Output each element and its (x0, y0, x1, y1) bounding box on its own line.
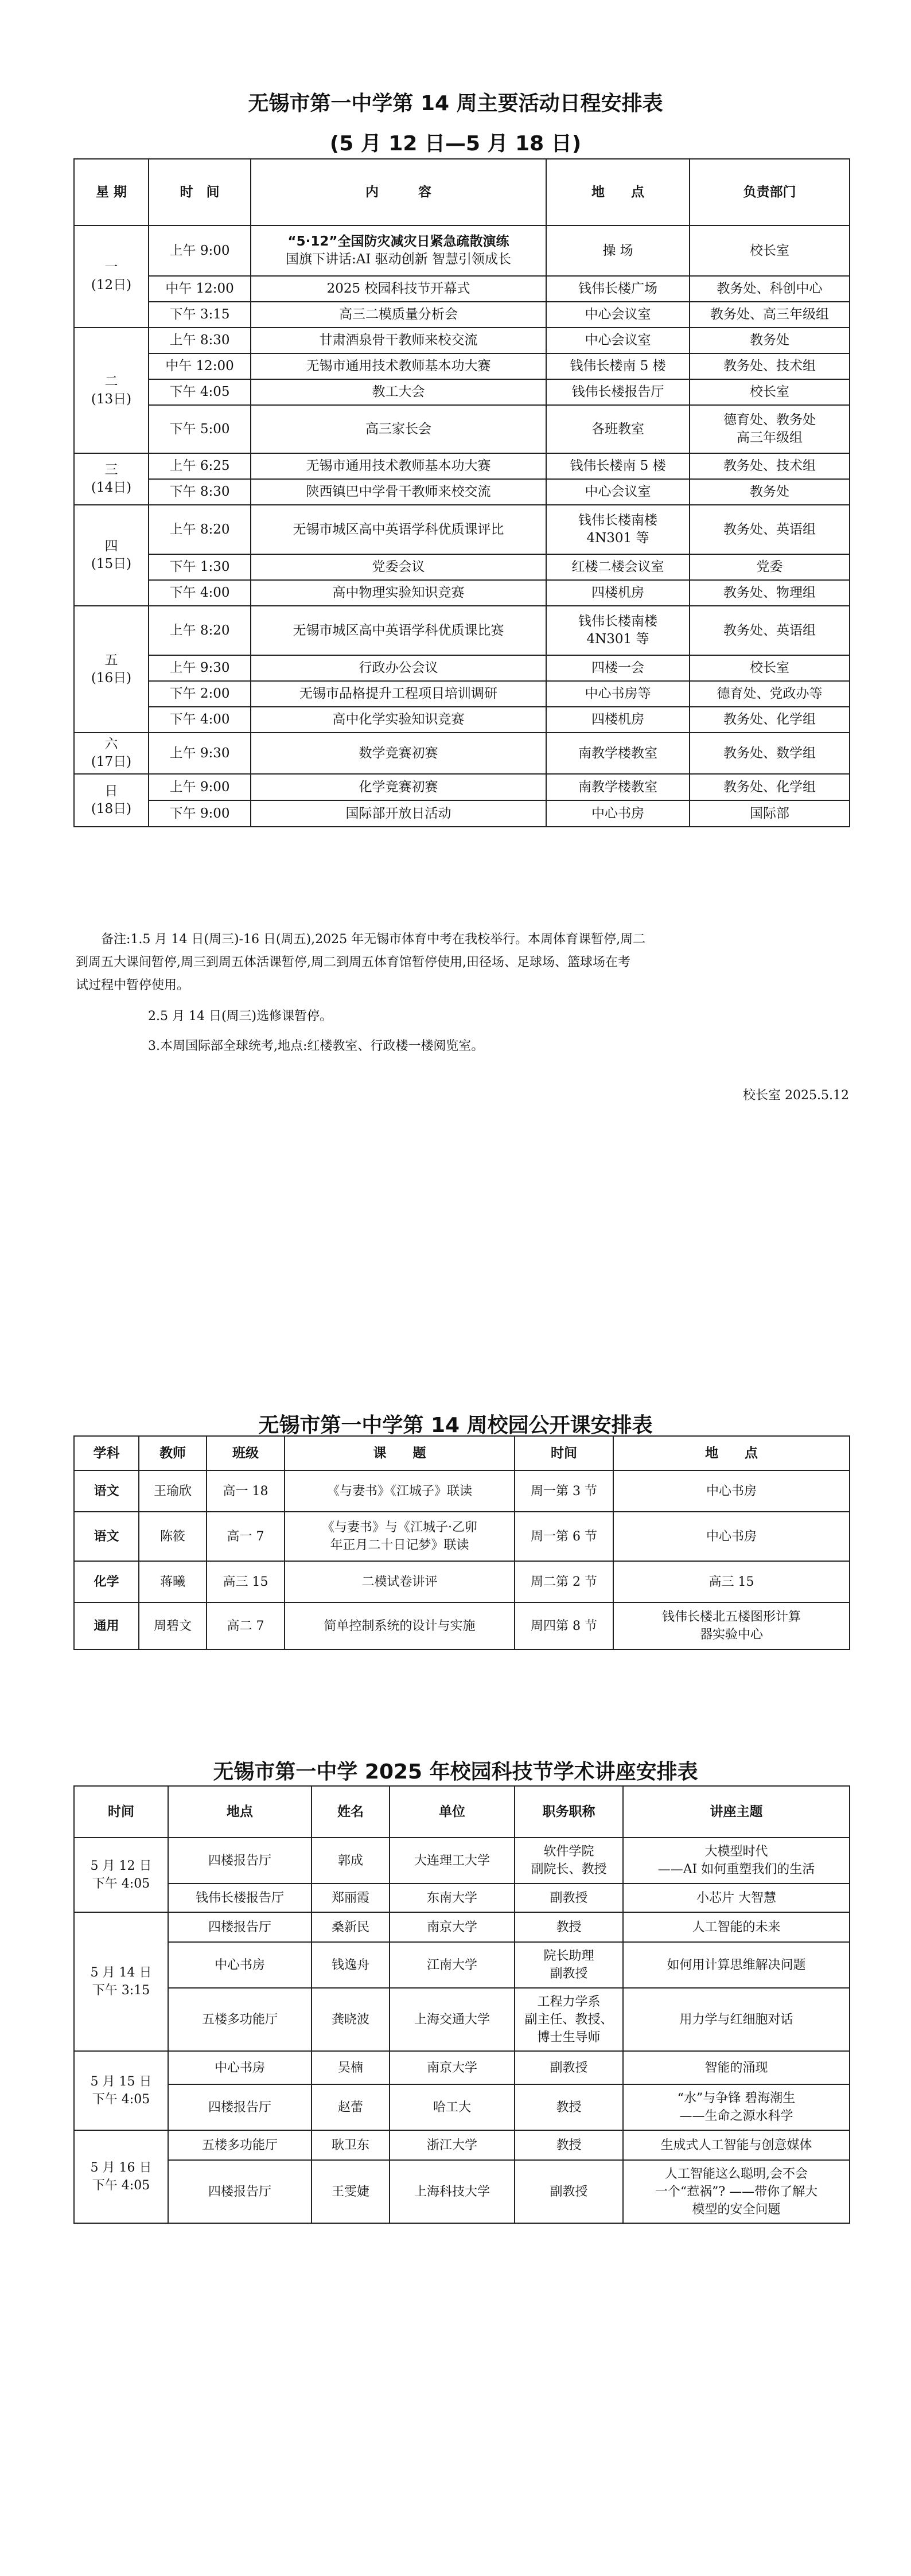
date-cell: 5 月 15 日 下午 4:05 (74, 2051, 168, 2130)
unit-cell: 哈工大 (390, 2084, 515, 2130)
topic-cell: 《与妻书》《江城子》联读 (285, 1470, 515, 1512)
content-cell: 党委会议 (251, 554, 546, 580)
header-place: 地 点 (546, 159, 690, 225)
dept-cell: 德育处、党政办等 (690, 681, 850, 707)
place-cell: 四楼报告厅 (168, 1838, 312, 1884)
place-cell: 红楼二楼会议室 (546, 554, 690, 580)
table-row (74, 379, 850, 405)
topic-cell: 二模试卷讲评 (285, 1561, 515, 1602)
note-1-cont2: 试过程中暂停使用。 (76, 978, 190, 993)
place-cell: 操 场 (546, 225, 690, 276)
table-row (74, 479, 850, 505)
unit-cell: 上海科技大学 (390, 2160, 515, 2223)
title-cell: 副教授 (515, 1884, 623, 1912)
place-cell: 南教学楼教室 (546, 733, 690, 774)
header-name: 姓名 (312, 1786, 390, 1838)
table-row (74, 302, 850, 328)
place-cell: 四楼机房 (546, 707, 690, 733)
table-row (74, 225, 850, 276)
table-row (74, 1988, 850, 2051)
header-place: 地点 (168, 1786, 312, 1838)
time-cell: 周一第 3 节 (515, 1470, 613, 1512)
content-cell: 教工大会 (251, 379, 546, 405)
time-cell: 上午 9:30 (149, 733, 251, 774)
class-cell: 高一 7 (207, 1512, 285, 1561)
day-cell: 四 (15日) (74, 505, 149, 606)
table-row (74, 800, 850, 827)
day-cell: 日 (18日) (74, 774, 149, 827)
time-cell: 上午 8:20 (149, 606, 251, 655)
name-cell: 耿卫东 (312, 2130, 390, 2160)
note-3: 3.本周国际部全球统考,地点:红楼教室、行政楼一楼阅览室。 (148, 1039, 484, 1053)
schedule-title: 无锡市第一中学第 14 周主要活动日程安排表 (248, 92, 663, 115)
openclass-title: 无锡市第一中学第 14 周校园公开课安排表 (258, 1414, 653, 1437)
schedule-signature: 校长室 2025.5.12 (743, 1088, 849, 1103)
time-cell: 上午 9:00 (149, 774, 251, 800)
topic-cell: 如何用计算思维解决问题 (623, 1942, 850, 1988)
date-cell: 5 月 12 日 下午 4:05 (74, 1838, 168, 1912)
dept-cell: 教务处、化学组 (690, 774, 850, 800)
time-cell: 下午 4:05 (149, 379, 251, 405)
place-cell: 中心书房 (168, 2051, 312, 2084)
name-cell: 王雯婕 (312, 2160, 390, 2223)
topic-cell: 人工智能这么聪明,会不会 一个“惹祸”? ——带你了解大 模型的安全问题 (623, 2160, 850, 2223)
note-1-cont: 到周五大课间暂停,周三到周五体活课暂停,周二到周五体育馆暂停使用,田径场、足球场、篮球场在考 (76, 955, 630, 970)
topic-cell: 生成式人工智能与创意媒体 (623, 2130, 850, 2160)
place-cell: 四楼一会 (546, 655, 690, 681)
title-cell: 软件学院 副院长、教授 (515, 1838, 623, 1884)
place-cell: 四楼机房 (546, 580, 690, 606)
place-cell: 中心书房 (613, 1512, 850, 1561)
place-cell: 中心会议室 (546, 479, 690, 505)
topic-cell: 人工智能的未来 (623, 1912, 850, 1942)
place-cell: 钱伟长楼广场 (546, 276, 690, 302)
dept-cell: 教务处 (690, 328, 850, 353)
table-row (74, 2084, 850, 2130)
header-time: 时 间 (149, 159, 251, 225)
name-cell: 钱逸舟 (312, 1942, 390, 1988)
teacher-cell: 蒋曦 (139, 1561, 207, 1602)
title-cell: 副教授 (515, 2051, 623, 2084)
name-cell: 龚晓波 (312, 1988, 390, 2051)
unit-cell: 浙江大学 (390, 2130, 515, 2160)
topic-cell: 用力学与红细胞对话 (623, 1988, 850, 2051)
place-cell: 四楼报告厅 (168, 2084, 312, 2130)
time-cell: 下午 3:15 (149, 302, 251, 328)
content-cell: 高三二模质量分析会 (251, 302, 546, 328)
name-cell: 赵蕾 (312, 2084, 390, 2130)
content-cell: 国际部开放日活动 (251, 800, 546, 827)
place-cell: 各班教室 (546, 405, 690, 453)
content-cell: 无锡市通用技术教师基本功大赛 (251, 353, 546, 379)
place-cell: 钱伟长楼北五楼图形计算 器实验中心 (613, 1602, 850, 1649)
table-row (74, 1838, 850, 1884)
teacher-cell: 陈筱 (139, 1512, 207, 1561)
content-cell: 无锡市城区高中英语学科优质课评比 (251, 505, 546, 554)
dept-cell: 教务处、英语组 (690, 606, 850, 655)
schedule-table (73, 158, 850, 827)
place-cell: 钱伟长楼南 5 楼 (546, 353, 690, 379)
content-cell: “5·12”全国防灾减灾日紧急疏散演练 国旗下讲话:AI 驱动创新 智慧引领成长 (251, 225, 546, 276)
table-row (74, 453, 850, 479)
day-cell: 六 (17日) (74, 733, 149, 774)
time-cell: 下午 1:30 (149, 554, 251, 580)
header-time: 时间 (74, 1786, 168, 1838)
time-cell: 下午 5:00 (149, 405, 251, 453)
content-cell: 无锡市通用技术教师基本功大赛 (251, 453, 546, 479)
time-cell: 中午 12:00 (149, 353, 251, 379)
table-row (74, 353, 850, 379)
dept-cell: 德育处、教务处 高三年级组 (690, 405, 850, 453)
place-cell: 五楼多功能厅 (168, 1988, 312, 2051)
time-cell: 周四第 8 节 (515, 1602, 613, 1649)
place-cell: 四楼报告厅 (168, 2160, 312, 2223)
unit-cell: 东南大学 (390, 1884, 515, 1912)
note-2: 2.5 月 14 日(周三)选修课暂停。 (148, 1009, 333, 1024)
date-cell: 5 月 14 日 下午 3:15 (74, 1912, 168, 2051)
time-cell: 下午 4:00 (149, 707, 251, 733)
header-class: 班级 (207, 1436, 285, 1470)
day-cell: 三 (14日) (74, 453, 149, 505)
place-cell: 钱伟长楼南楼 4N301 等 (546, 606, 690, 655)
name-cell: 桑新民 (312, 1912, 390, 1942)
time-cell: 中午 12:00 (149, 276, 251, 302)
place-cell: 钱伟长楼南 5 楼 (546, 453, 690, 479)
time-cell: 上午 8:20 (149, 505, 251, 554)
place-cell: 高三 15 (613, 1561, 850, 1602)
name-cell: 郑丽霞 (312, 1884, 390, 1912)
header-topic: 课 题 (285, 1436, 515, 1470)
dept-cell: 教务处、科创中心 (690, 276, 850, 302)
dept-cell: 教务处、高三年级组 (690, 302, 850, 328)
place-cell: 中心书房 (613, 1470, 850, 1512)
content-cell: 化学竞赛初赛 (251, 774, 546, 800)
unit-cell: 南京大学 (390, 2051, 515, 2084)
dept-cell: 党委 (690, 554, 850, 580)
time-cell: 周一第 6 节 (515, 1512, 613, 1561)
content-cell: 无锡市品格提升工程项目培训调研 (251, 681, 546, 707)
table-row (74, 681, 850, 707)
time-cell: 下午 4:00 (149, 580, 251, 606)
title-cell: 工程力学系 副主任、教授、 博士生导师 (515, 1988, 623, 2051)
content-cell: 行政办公会议 (251, 655, 546, 681)
table-row (74, 2130, 850, 2160)
unit-cell: 大连理工大学 (390, 1838, 515, 1884)
topic-cell: 小芯片 大智慧 (623, 1884, 850, 1912)
place-cell: 中心会议室 (546, 328, 690, 353)
unit-cell: 南京大学 (390, 1912, 515, 1942)
topic-cell: 大模型时代 ——AI 如何重塑我们的生活 (623, 1838, 850, 1884)
table-row (74, 1561, 850, 1602)
dept-cell: 教务处、技术组 (690, 353, 850, 379)
unit-cell: 江南大学 (390, 1942, 515, 1988)
title-cell: 教授 (515, 2084, 623, 2130)
schedule-subtitle: (5 月 12 日—5 月 18 日) (329, 132, 582, 155)
openclass-header-row (74, 1436, 850, 1470)
table-row (74, 1512, 850, 1561)
teacher-cell: 周碧文 (139, 1602, 207, 1649)
time-cell: 上午 8:30 (149, 328, 251, 353)
header-subject: 学科 (74, 1436, 139, 1470)
header-day: 星 期 (74, 159, 149, 225)
class-cell: 高二 7 (207, 1602, 285, 1649)
dept-cell: 教务处 (690, 479, 850, 505)
table-row (74, 2051, 850, 2084)
date-cell: 5 月 16 日 下午 4:05 (74, 2130, 168, 2223)
subject-cell: 语文 (74, 1512, 139, 1561)
content-cell: 2025 校园科技节开幕式 (251, 276, 546, 302)
dept-cell: 校长室 (690, 655, 850, 681)
class-cell: 高一 18 (207, 1470, 285, 1512)
name-cell: 郭成 (312, 1838, 390, 1884)
content-cell: 无锡市城区高中英语学科优质课比赛 (251, 606, 546, 655)
title-cell: 副教授 (515, 2160, 623, 2223)
table-row (74, 606, 850, 655)
dept-cell: 校长室 (690, 379, 850, 405)
topic-cell: 《与妻书》与《江城子·乙卯 年正月二十日记梦》联读 (285, 1512, 515, 1561)
header-unit: 单位 (390, 1786, 515, 1838)
place-cell: 五楼多功能厅 (168, 2130, 312, 2160)
header-time: 时间 (515, 1436, 613, 1470)
place-cell: 中心会议室 (546, 302, 690, 328)
class-cell: 高三 15 (207, 1561, 285, 1602)
content-cell: 甘肃酒泉骨干教师来校交流 (251, 328, 546, 353)
table-row (74, 1942, 850, 1988)
lectures-title: 无锡市第一中学 2025 年校园科技节学术讲座安排表 (213, 1760, 698, 1784)
table-row (74, 1470, 850, 1512)
day-cell: 一 (12日) (74, 225, 149, 328)
subject-cell: 语文 (74, 1470, 139, 1512)
subject-cell: 化学 (74, 1561, 139, 1602)
table-row (74, 707, 850, 733)
place-cell: 钱伟长楼南楼 4N301 等 (546, 505, 690, 554)
day-cell: 五 (16日) (74, 606, 149, 733)
table-row (74, 733, 850, 774)
table-row (74, 328, 850, 353)
time-cell: 上午 9:00 (149, 225, 251, 276)
header-title: 职务职称 (515, 1786, 623, 1838)
schedule-notes (76, 928, 847, 1058)
dept-cell: 校长室 (690, 225, 850, 276)
day-cell: 二 (13日) (74, 328, 149, 453)
topic-cell: 简单控制系统的设计与实施 (285, 1602, 515, 1649)
content-cell: 陕西镇巴中学骨干教师来校交流 (251, 479, 546, 505)
place-cell: 中心书房 (546, 800, 690, 827)
unit-cell: 上海交通大学 (390, 1988, 515, 2051)
dept-cell: 教务处、技术组 (690, 453, 850, 479)
dept-cell: 教务处、英语组 (690, 505, 850, 554)
topic-cell: “水”与争锋 碧海潮生 ——生命之源水科学 (623, 2084, 850, 2130)
header-topic: 讲座主题 (623, 1786, 850, 1838)
place-cell: 钱伟长楼报告厅 (546, 379, 690, 405)
table-row (74, 276, 850, 302)
teacher-cell: 王瑜欣 (139, 1470, 207, 1512)
time-cell: 周二第 2 节 (515, 1561, 613, 1602)
time-cell: 下午 2:00 (149, 681, 251, 707)
content-cell: 高中化学实验知识竞赛 (251, 707, 546, 733)
header-content: 内 容 (251, 159, 546, 225)
content-cell: 高中物理实验知识竞赛 (251, 580, 546, 606)
table-row (74, 655, 850, 681)
title-cell: 教授 (515, 2130, 623, 2160)
place-cell: 四楼报告厅 (168, 1912, 312, 1942)
header-dept: 负责部门 (690, 159, 850, 225)
dept-cell: 国际部 (690, 800, 850, 827)
title-cell: 教授 (515, 1912, 623, 1942)
openclass-table (73, 1435, 850, 1650)
place-cell: 钱伟长楼报告厅 (168, 1884, 312, 1912)
table-row (74, 2160, 850, 2223)
lectures-header-row (74, 1786, 850, 1838)
topic-cell: 智能的涌现 (623, 2051, 850, 2084)
dept-cell: 教务处、化学组 (690, 707, 850, 733)
time-cell: 上午 6:25 (149, 453, 251, 479)
dept-cell: 教务处、数学组 (690, 733, 850, 774)
place-cell: 中心书房 (168, 1942, 312, 1988)
schedule-header-row (74, 159, 850, 225)
table-row (74, 1884, 850, 1912)
header-place: 地 点 (613, 1436, 850, 1470)
name-cell: 吴楠 (312, 2051, 390, 2084)
table-row (74, 774, 850, 800)
table-row (74, 554, 850, 580)
table-row (74, 505, 850, 554)
content-cell: 高三家长会 (251, 405, 546, 453)
table-row (74, 405, 850, 453)
dept-cell: 教务处、物理组 (690, 580, 850, 606)
content-cell: 数学竞赛初赛 (251, 733, 546, 774)
table-row (74, 1912, 850, 1942)
table-row (74, 1602, 850, 1649)
place-cell: 南教学楼教室 (546, 774, 690, 800)
note-1: 备注:1.5 月 14 日(周三)-16 日(周五),2025 年无锡市体育中考在我校举行。本周体育课暂停,周二 (101, 932, 646, 947)
time-cell: 上午 9:30 (149, 655, 251, 681)
lectures-table (73, 1785, 850, 2224)
subject-cell: 通用 (74, 1602, 139, 1649)
place-cell: 中心书房等 (546, 681, 690, 707)
header-teacher: 教师 (139, 1436, 207, 1470)
time-cell: 下午 8:30 (149, 479, 251, 505)
time-cell: 下午 9:00 (149, 800, 251, 827)
title-cell: 院长助理 副教授 (515, 1942, 623, 1988)
table-row (74, 580, 850, 606)
